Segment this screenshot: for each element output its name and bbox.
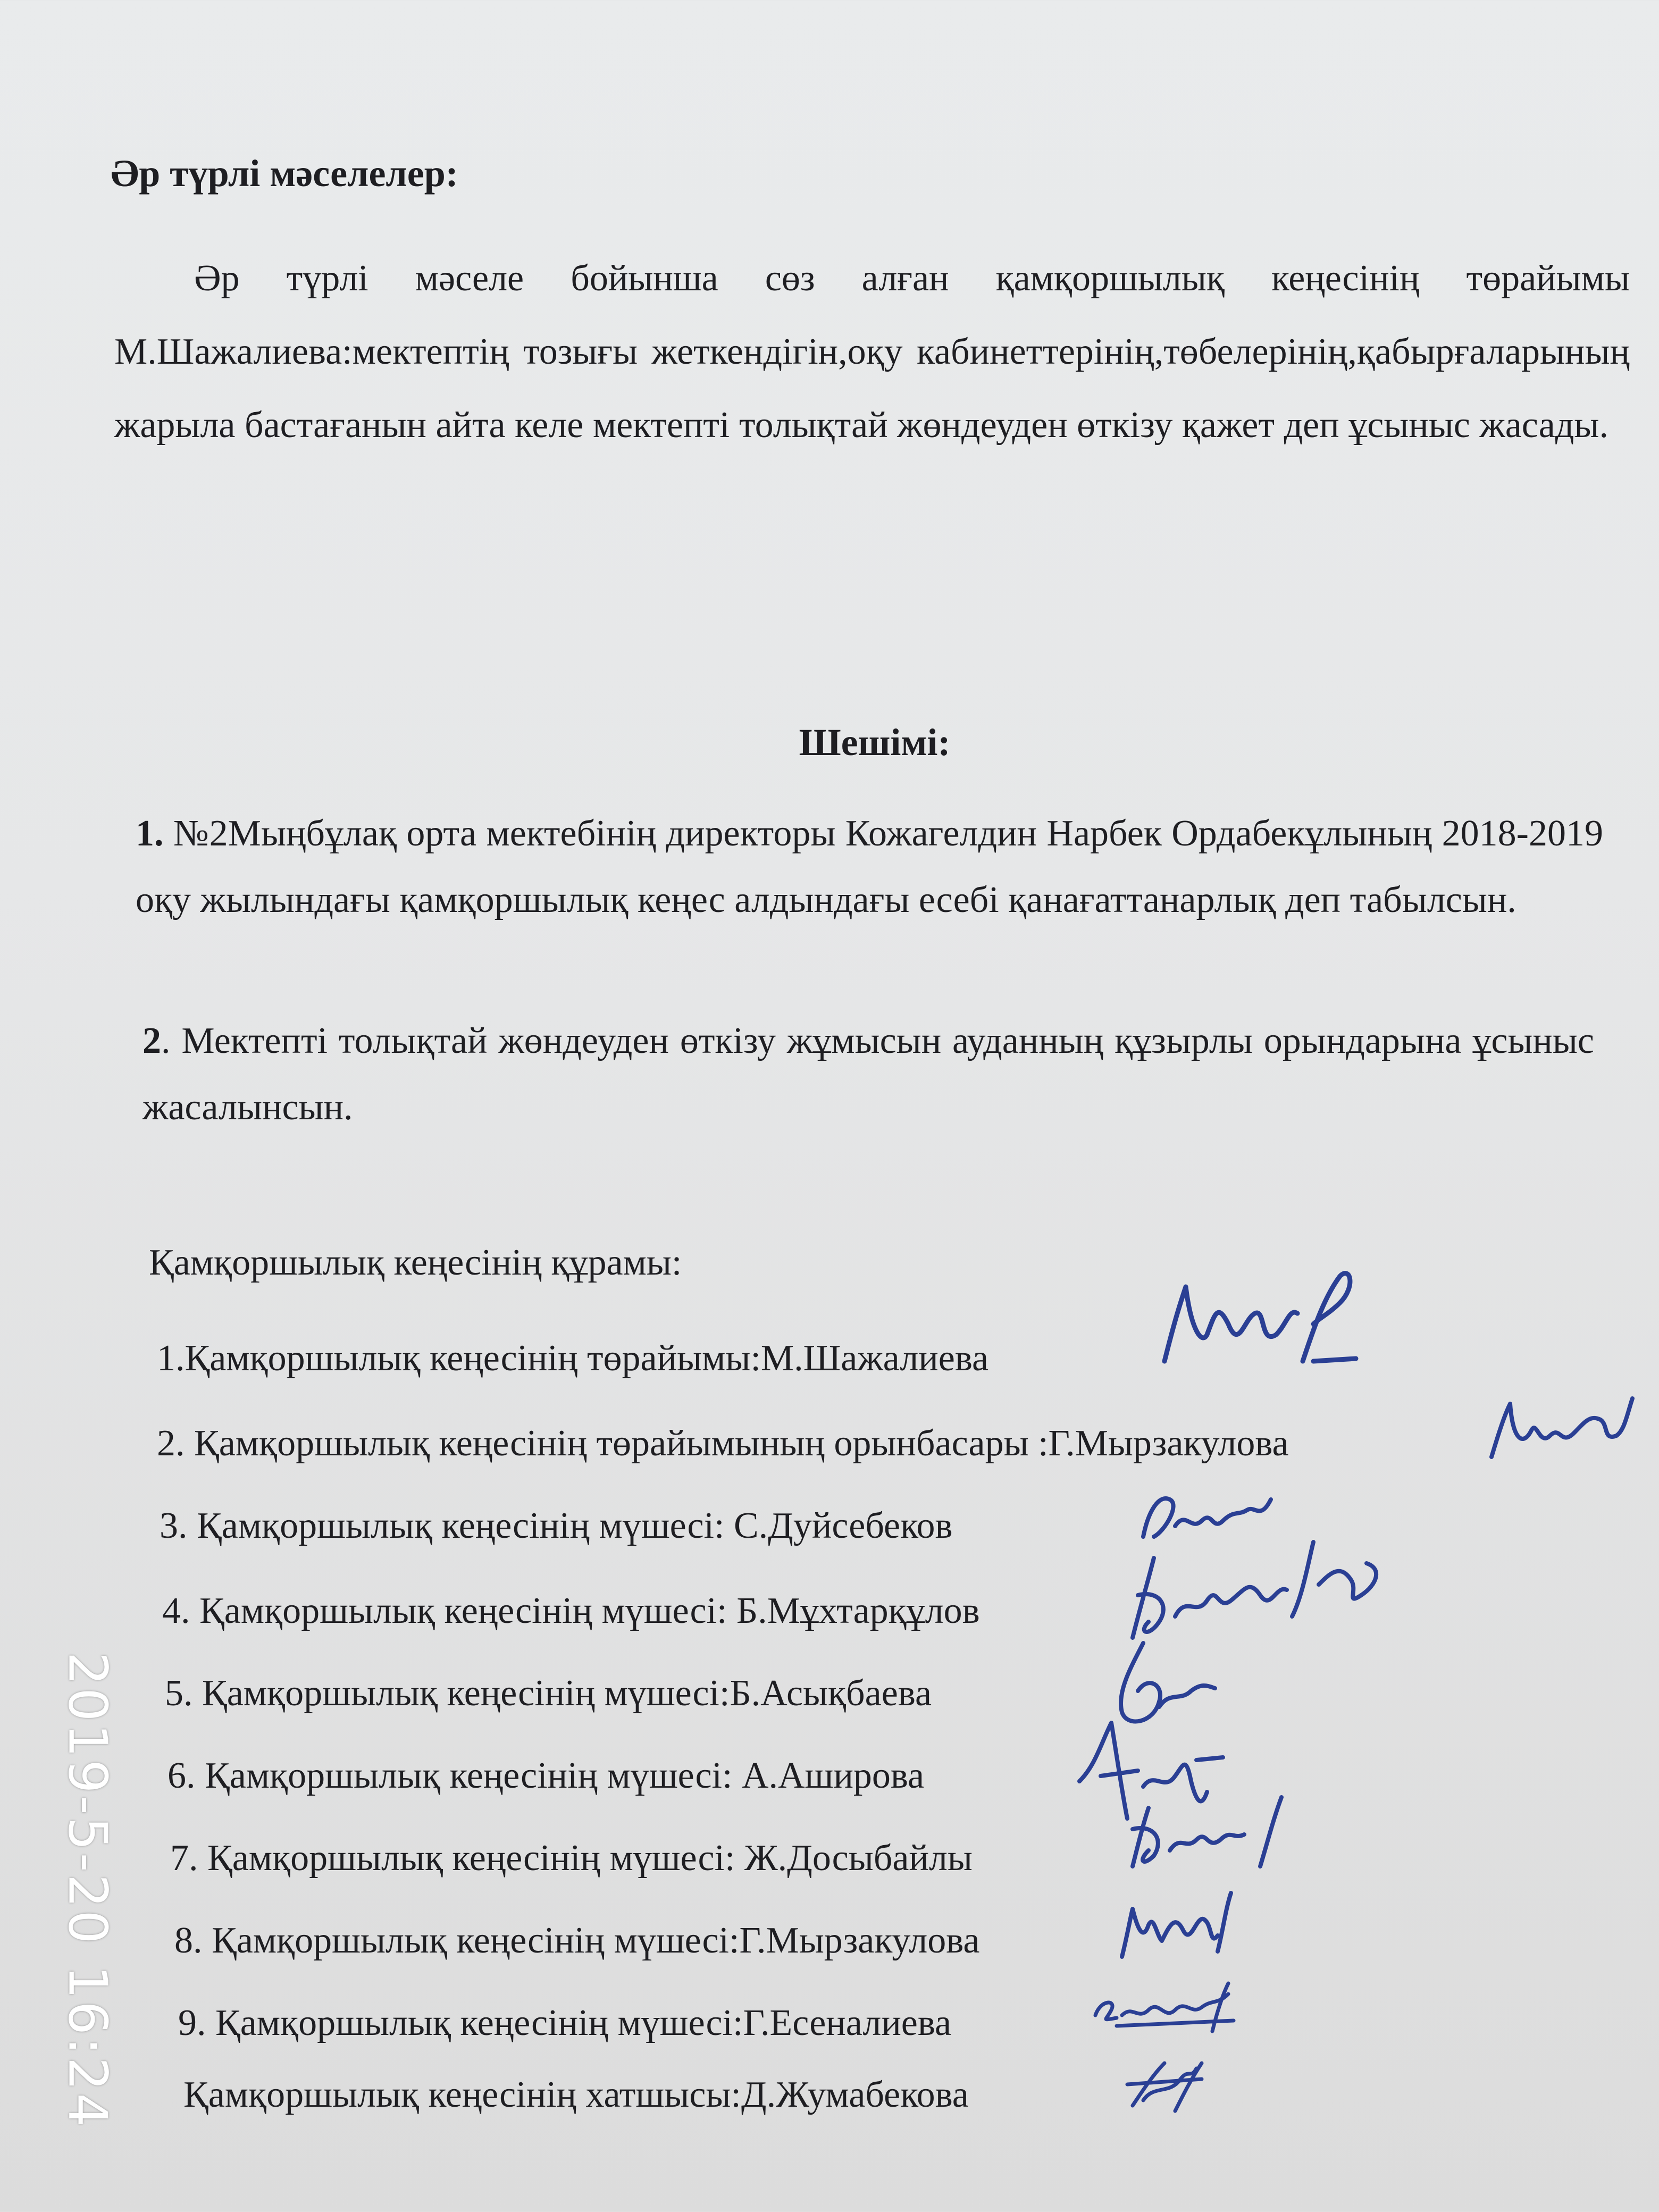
council-member-4: 4. Қамқоршылық кеңесінің мүшесі: Б.Мұхтарқұлов (162, 1590, 980, 1631)
signature-1 (1154, 1255, 1367, 1393)
various-issues-paragraph: Әр түрлі мәселе бойынша сөз алған қамқоршылық кеңесінің төрайымы М.Шажалиева:мектептің тозығы жеткендігін,оқу кабинеттерінің,төбелерінің,қабырғаларының жарыла бастағанын айта келе мектепті толықтай жөндеуден өткізу қажет деп ұсыныс жасады. (114, 258, 1630, 446)
council-member-3: 3. Қамқоршылық кеңесінің мүшесі: С.Дуйсебеков (160, 1505, 953, 1546)
signature-7 (1117, 1787, 1292, 1888)
council-member-7: 7. Қамқоршылық кеңесінің мүшесі: Ж.Досыбайлы (170, 1838, 973, 1879)
council-member-1: 1.Қамқоршылық кеңесінің төрайымы:М.Шажалиева (157, 1338, 989, 1379)
decision-item-1 (136, 800, 1603, 933)
section-heading-decision: Шешімі: (799, 721, 951, 764)
decision-item-2 (143, 1008, 1594, 1141)
signature-2 (1481, 1382, 1640, 1478)
council-member-6: 6. Қамқоршылық кеңесінің мүшесі: А.Аширова (167, 1755, 925, 1796)
signature-9 (1085, 1967, 1244, 2042)
council-member-9: 9. Қамқоршылық кеңесінің мүшесі:Г.Есеналиева (178, 2002, 952, 2043)
council-secretary: Қамқоршылық кеңесінің хатшысы:Д.Жумабекова (183, 2074, 969, 2115)
council-member-2: 2. Қамқоршылық кеңесінің төрайымының орынбасары :Г.Мырзакулова (157, 1423, 1289, 1464)
section-heading-various-issues: Әр түрлі мәселелер: (111, 152, 458, 195)
council-member-5: 5. Қамқоршылық кеңесінің мүшесі:Б.Асықбаева (165, 1673, 932, 1714)
photo-date-stamp-text: 2019-5-20 16:24 (56, 1652, 119, 2129)
decision-item-2-text: . Мектепті толықтай жөндеуден өткізу жұмысын ауданның құзырлы орындарына ұсыныс жасалынсын. (143, 1020, 1594, 1128)
council-member-8: 8. Қамқоршылық кеңесінің мүшесі:Г.Мырзакулова (174, 1920, 980, 1961)
signature-secretary (1111, 2047, 1218, 2122)
decision-item-1-text: №2Мыңбұлақ орта мектебінің директоры Кожагелдин Нарбек Ордабекұлының 2018-2019 оқу жылындағы қамқоршылық кеңес алдындағы есебі қанағаттанарлық деп табылсын. (136, 813, 1603, 920)
signature-8 (1111, 1882, 1239, 1973)
council-composition-title: Қамқоршылық кеңесінің құрамы: (149, 1242, 682, 1283)
decision-item-1-number: 1. (136, 813, 164, 854)
photo-date-stamp (32, 1627, 144, 2154)
decision-item-2-number: 2 (143, 1020, 161, 1061)
